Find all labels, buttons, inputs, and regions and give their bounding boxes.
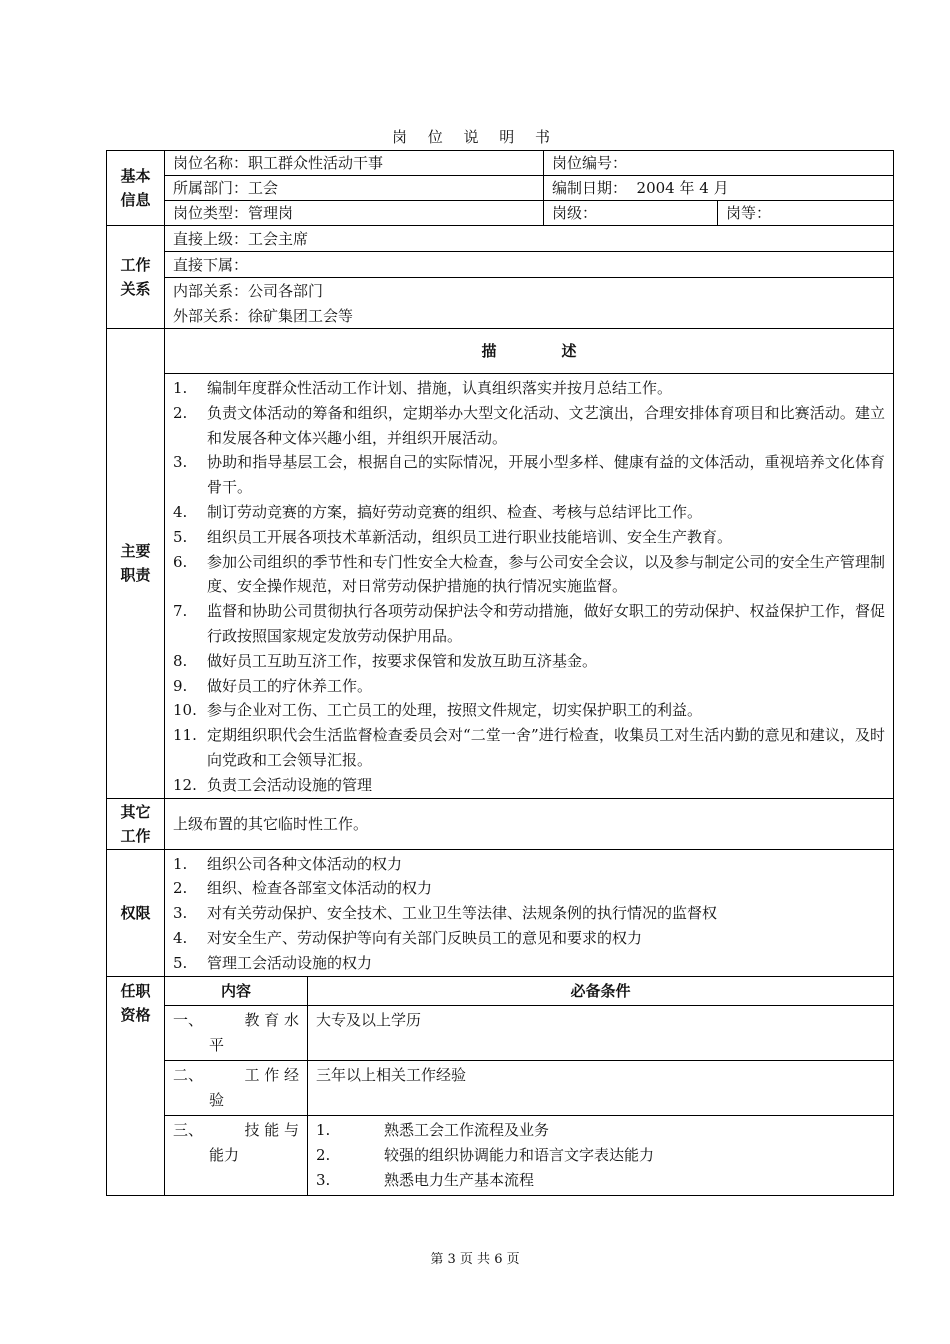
list-item: 10. 参与企业对工伤、工亡员工的处理，按照文件规定，切实保护职工的利益。 — [173, 701, 703, 720]
list-item: 8. 做好员工互助互济工作，按要求保管和发放互助互济基金。 — [173, 651, 598, 670]
experience-requirement: 三年以上相关工作经验 — [308, 1060, 894, 1115]
list-item: 2. 负责文体活动的筹备和组织，定期举办大型文化活动、文艺演出，合理安排体育项目和比赛活动。建立和发展各种文体兴趣小组，并组织开展活动。 — [173, 403, 886, 447]
direct-superior: 直接上级：工会主席 — [165, 226, 894, 252]
internal-relations: 内部关系：公司各部门 — [165, 278, 894, 304]
duties-list — [173, 374, 885, 798]
col-requirement-header: 必备条件 — [308, 976, 894, 1005]
page-title: 岗 位 说 明 书 — [391, 128, 559, 146]
education-requirement: 大专及以上学历 — [308, 1005, 894, 1060]
list-item: 3. 熟悉电力生产基本流程 — [316, 1170, 535, 1189]
job-description-table — [106, 150, 894, 1196]
list-item: 5. 管理工会活动设施的权力 — [173, 953, 373, 972]
desc-header-right: 述 — [561, 342, 577, 360]
grade: 岗级： — [544, 201, 718, 226]
qualifications-label-text: 任职 资格 — [120, 981, 151, 1024]
education-name: 一、 教 育 水 平 — [165, 1005, 308, 1060]
position-code: 岗位编号： — [544, 151, 894, 176]
basic-info-label-text: 基本 信息 — [120, 167, 151, 209]
list-item: 1. 编制年度群众性活动工作计划、措施，认真组织落实并按月总结工作。 — [173, 379, 673, 397]
col-content-header: 内容 — [165, 976, 308, 1005]
skills-requirement — [308, 1115, 894, 1195]
authority-list — [173, 850, 885, 976]
list-item: 9. 做好员工的疗休养工作。 — [173, 676, 373, 695]
qualifications-label — [107, 976, 165, 1195]
list-item: 11. 定期组织职代会生活监督检查委员会对“二堂一舍”进行检查，收集员工对生活内勤的意见和建议，及时向党政和工会领导汇报。 — [173, 726, 886, 769]
work-relations-label — [107, 226, 165, 329]
rank: 岗等： — [718, 201, 894, 226]
duties-label-text: 主要 职责 — [120, 542, 151, 585]
list-item: 2. 组织、检查各部室文体活动的权力 — [173, 879, 433, 898]
basic-info-label — [107, 151, 165, 226]
position-name: 岗位名称：职工群众性活动干事 — [165, 151, 544, 176]
list-item: 4. 制订劳动竞赛的方案，搞好劳动竞赛的组织、检查、考核与总结评比工作。 — [173, 502, 703, 521]
list-item: 7. 监督和协助公司贯彻执行各项劳动保护法令和劳动措施，做好女职工的劳动保护、权益保护工作，督促行政按照国家规定发放劳动保护用品。 — [173, 602, 886, 645]
list-item: 3. 对有关劳动保护、安全技术、工业卫生等法律、法规条例的执行情况的监督权 — [173, 904, 718, 923]
list-item: 2. 较强的组织协调能力和语言文字表达能力 — [316, 1145, 655, 1164]
experience-name: 二、 工 作 经 验 — [165, 1060, 308, 1115]
list-item: 5. 组织员工开展各项技术革新活动，组织员工进行职业技能培训、安全生产教育。 — [173, 527, 733, 546]
external-relations: 外部关系：徐矿集团工会等 — [165, 303, 894, 329]
skills-list — [316, 1118, 885, 1193]
desc-header-left: 描 — [481, 342, 497, 360]
direct-subordinate: 直接下属： — [165, 252, 894, 278]
duties-list-cell — [165, 374, 894, 799]
list-item: 1. 组织公司各种文体活动的权力 — [173, 854, 403, 873]
duties-description-header — [165, 329, 894, 374]
list-item: 1. 熟悉工会工作流程及业务 — [316, 1120, 550, 1139]
authority-label: 权限 — [107, 849, 165, 976]
work-relations-label-text: 工作 关系 — [120, 256, 151, 298]
list-item: 3. 协助和指导基层工会，根据自己的实际情况，开展小型多样、健康有益的文体活动，重视培养文化体育骨干。 — [173, 453, 886, 497]
page-footer: 第 3 页 共 6 页 — [430, 1252, 520, 1267]
skills-name: 三、 技 能 与 能力 — [165, 1115, 308, 1195]
list-item: 4. 对安全生产、劳动保护等向有关部门反映员工的意见和要求的权力 — [173, 928, 643, 947]
authority-list-cell — [165, 849, 894, 976]
duties-label — [107, 329, 165, 799]
list-item: 12. 负责工会活动设施的管理 — [173, 775, 373, 794]
list-item: 6. 参加公司组织的季节性和专门性安全大检查，参与公司安全会议，以及参与制定公司的安全生产管理制度、安全操作规范，对日常劳动保护措施的执行情况实施监督。 — [173, 552, 886, 596]
other-work-text: 上级布置的其它临时性工作。 — [165, 798, 894, 849]
department: 所属部门：工会 — [165, 176, 544, 201]
compile-date: 编制日期： 2004 年 4 月 — [544, 176, 894, 201]
other-work-label — [107, 798, 165, 849]
position-type: 岗位类型：管理岗 — [165, 201, 544, 226]
other-work-label-text: 其它 工作 — [120, 802, 151, 845]
